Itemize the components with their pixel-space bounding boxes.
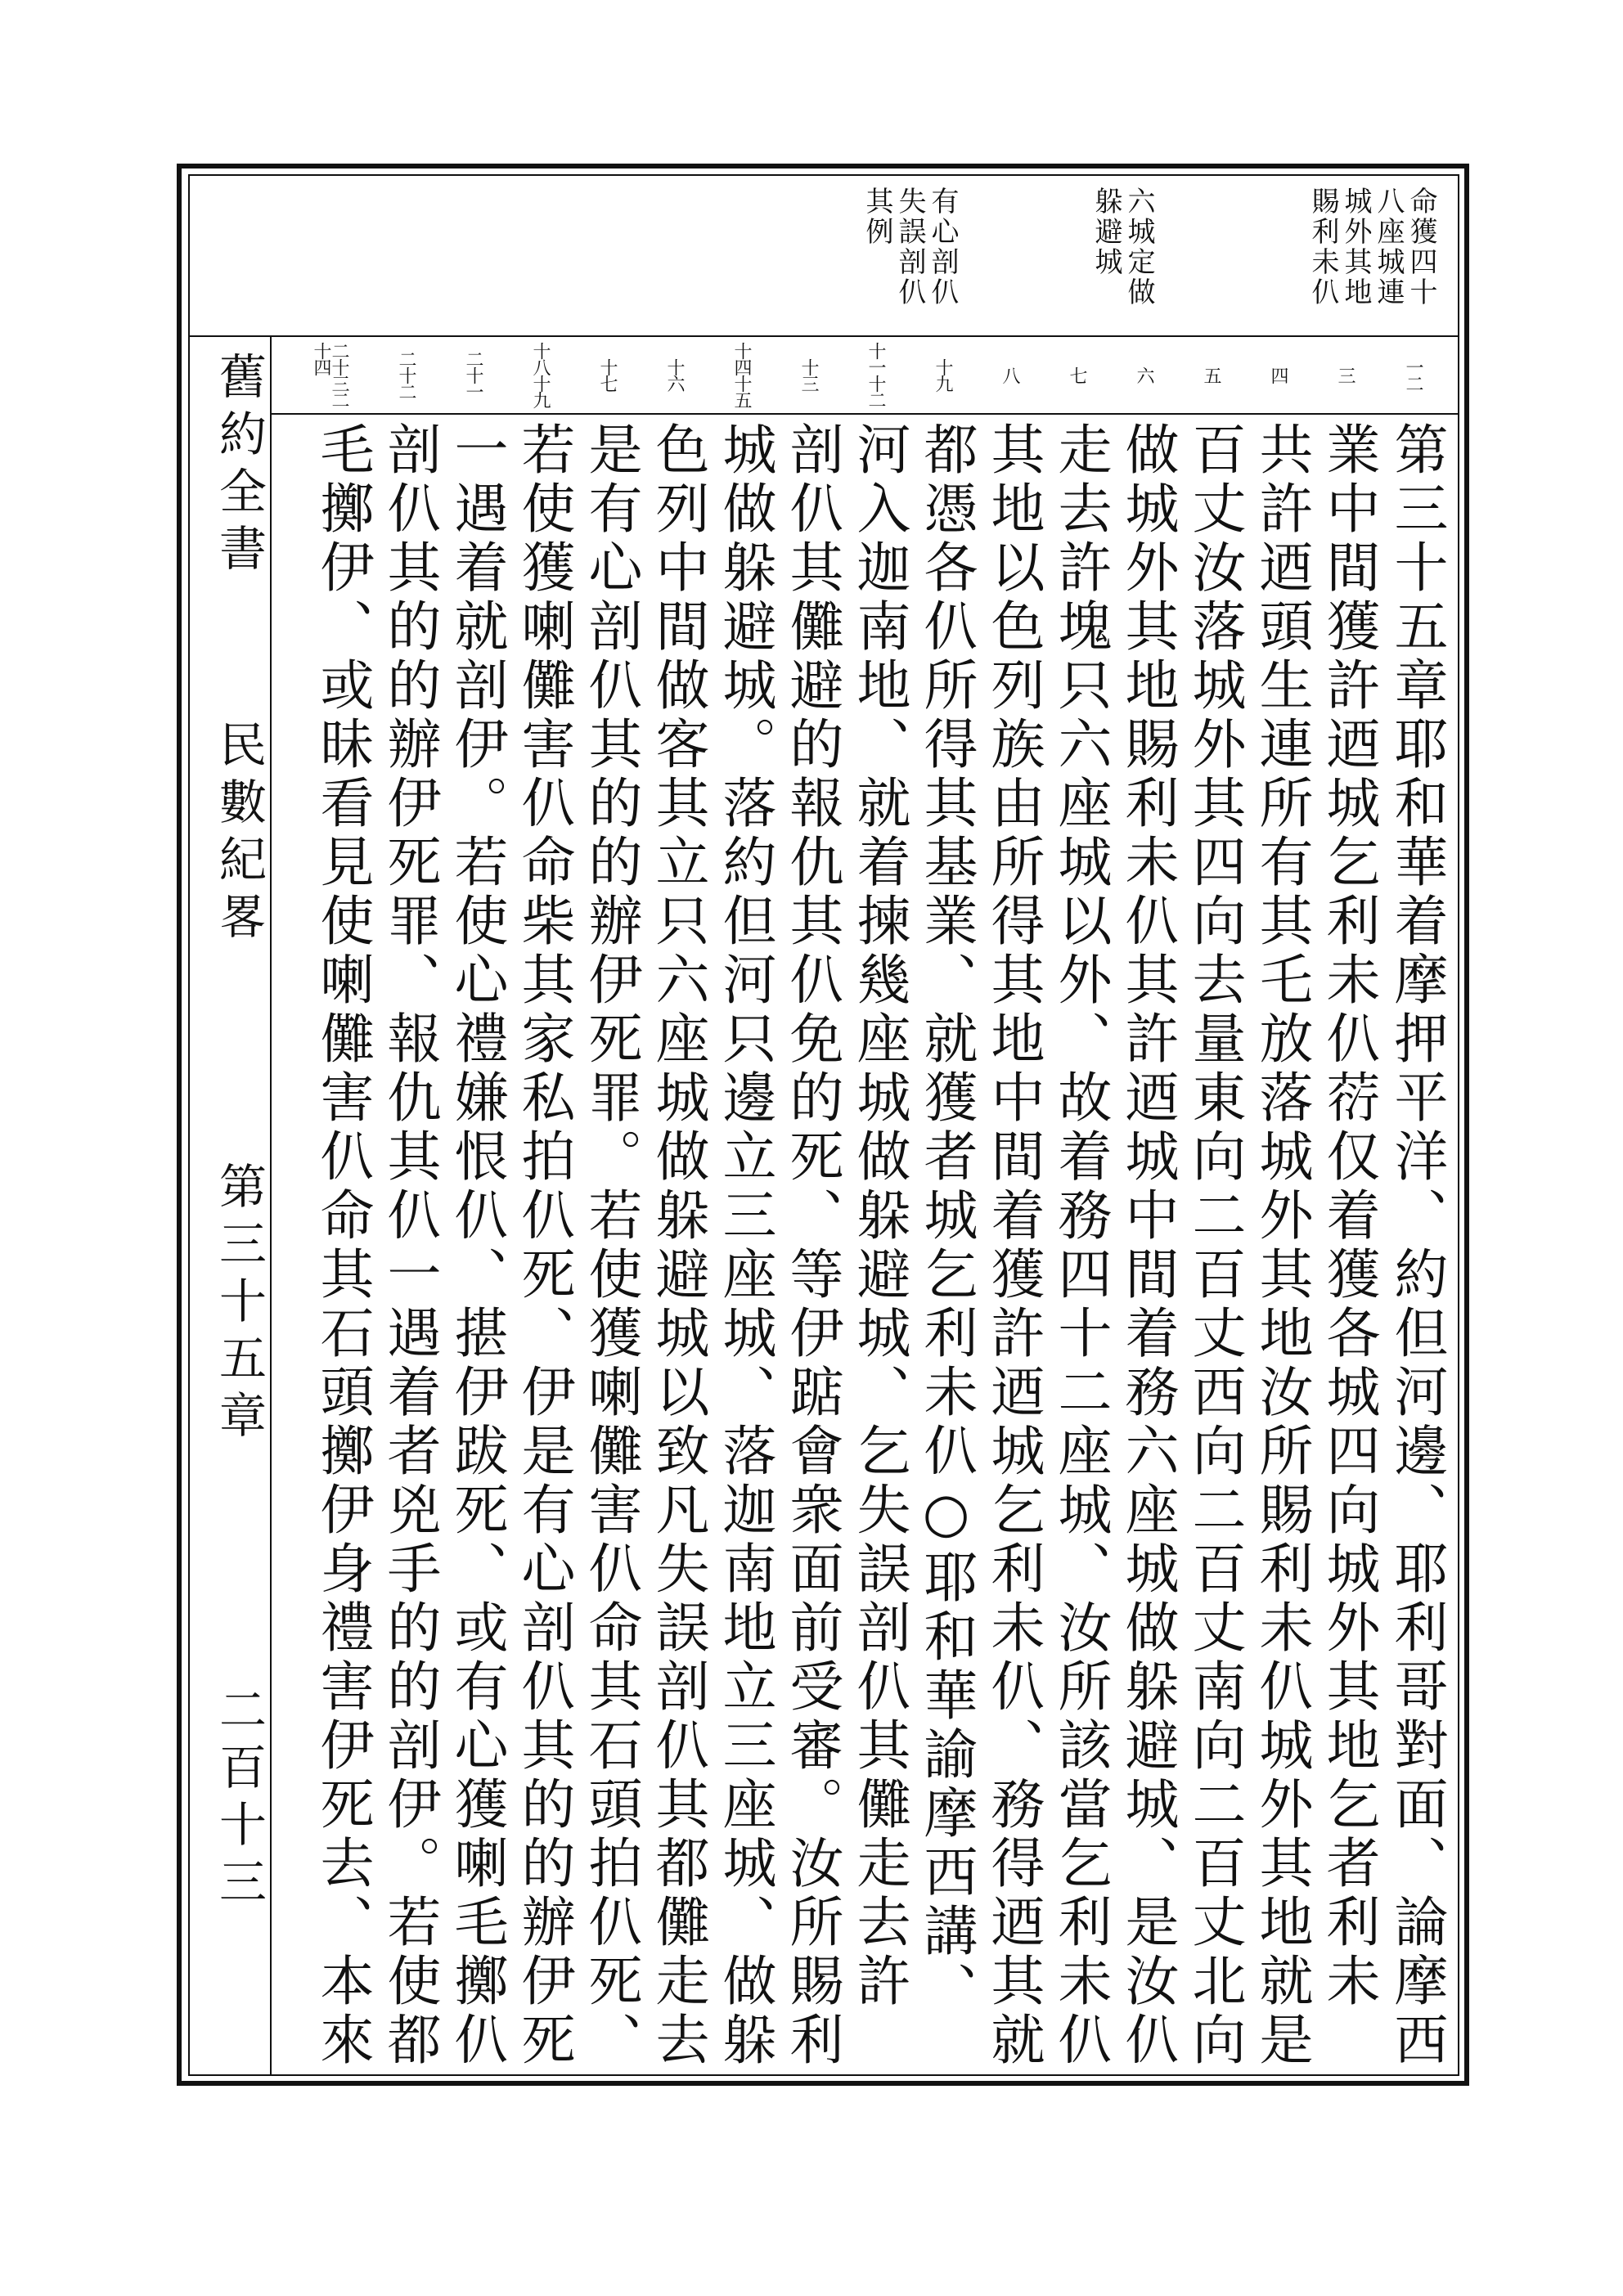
section-title: 民數紀畧 xyxy=(211,720,267,949)
text-column: 毛擲伊、或昧看見使喇儺害仈命其石頭擲伊身禮害伊死去、本來 xyxy=(311,421,374,2070)
page-number: 二百十三 xyxy=(211,1685,267,1914)
verse-number: 十九 xyxy=(933,358,953,391)
text-column: 城做躲避城。落約但河只邊立三座城、落迦南地立三座城、做躲 xyxy=(713,421,776,2070)
headnote-1 xyxy=(1272,186,1436,330)
text-column: 剖仈其儺避的報仇其仈免的死、等伊踮會衆面前受審。汝所賜利 xyxy=(780,421,843,2070)
headnote-3 xyxy=(834,186,957,330)
verse-number: 十一十二 xyxy=(865,342,886,407)
headnote-line: 八座城連 xyxy=(1372,186,1405,308)
verse-number: 十六 xyxy=(664,358,685,391)
headnote-divider xyxy=(188,335,1459,337)
verse-number: 五 xyxy=(1201,366,1221,383)
chapter-title: 第三十五章 xyxy=(211,1161,267,1448)
headnote-2 xyxy=(1063,186,1153,330)
verse-number: 十八十九 xyxy=(530,342,551,407)
text-column: 做城外其地賜利未仈其許迺城中間着務六座城做躲避城、是汝仈 xyxy=(1116,421,1179,2070)
verse-number: 二十二 xyxy=(396,350,416,399)
headnote-line: 六城定做 xyxy=(1122,186,1155,308)
headnote-line: 躲避城 xyxy=(1090,186,1122,277)
text-column: 若使獲喇儺害仈命柴其家私拍仈死、伊是有心剖仈其的的辦伊死 xyxy=(512,421,575,2070)
text-column: 第三十五章耶和華着摩押平洋、約但河邊、耶利哥對面、論摩西 xyxy=(1385,421,1448,2070)
text-column: 百丈汝落城外其四向去量東向二百丈西向二百丈南向二百丈北向 xyxy=(1183,421,1246,2070)
verse-number: 六 xyxy=(1134,366,1154,383)
verse-number-divider xyxy=(272,413,1459,415)
text-column: 一遇着就剖伊。若使心禮嫌恨仈、揕伊跋死、或有心獲喇毛擲仈 xyxy=(445,421,508,2070)
book-title: 舊約全書 xyxy=(211,352,267,581)
headnote-line: 失誤剖仈 xyxy=(893,186,926,308)
verse-number: 四 xyxy=(1268,366,1288,383)
verse-number: 十三 xyxy=(798,358,819,391)
text-column: 剖仈其的的辦伊死罪、報仇其仈一遇着者兇手的的剖伊。若使都 xyxy=(378,421,441,2070)
text-column: 河入迦南地、就着揀幾座城做躲避城、乞失誤剖仈其儺走去許 xyxy=(847,421,910,2011)
text-column: 共許迺頭生連所有其乇放落城外其地汝所賜利未仈城外其地就是 xyxy=(1250,421,1313,2070)
headnote-line: 其例 xyxy=(861,186,893,247)
verse-number: 八 xyxy=(1000,366,1020,383)
verse-number: 二十三二十四 xyxy=(311,342,349,407)
headnote-line: 城外其地 xyxy=(1339,186,1372,308)
verse-number: 二十一 xyxy=(463,350,483,399)
text-column: 色列中間做客其立只六座城做躲避城以致凡失誤剖仈其都儺走去 xyxy=(646,421,709,2070)
headnote-line: 賜利未仈 xyxy=(1306,186,1339,308)
verse-number: 十七 xyxy=(597,358,618,391)
text-column: 其地以色列族由所得其地中間着獲許迺城乞利未仈、務得迺其就 xyxy=(982,421,1045,2070)
text-column: 是有心剖仈其的的辦伊死罪。若使獲喇儺害仈命其石頭拍仈死、 xyxy=(579,421,642,2070)
verse-number: 一二 xyxy=(1403,358,1423,391)
text-column: 都憑各仈所得其基業、就獲者城乞利未仈○耶和華諭摩西講、 xyxy=(915,421,978,2020)
headnote-line: 有心剖仈 xyxy=(926,186,959,308)
text-column: 走去許塊只六座城以外、故着務四十二座城、汝所該當乞利未仈 xyxy=(1049,421,1112,2070)
text-column: 業中間獲許迺城乞利未仈葕仅着獲各城四向城外其地乞者利未 xyxy=(1317,421,1380,2011)
verse-number: 三 xyxy=(1335,366,1355,383)
headnote-line: 命獲四十 xyxy=(1405,186,1437,308)
verse-number: 十四十五 xyxy=(731,342,752,407)
verse-number: 七 xyxy=(1067,366,1087,383)
